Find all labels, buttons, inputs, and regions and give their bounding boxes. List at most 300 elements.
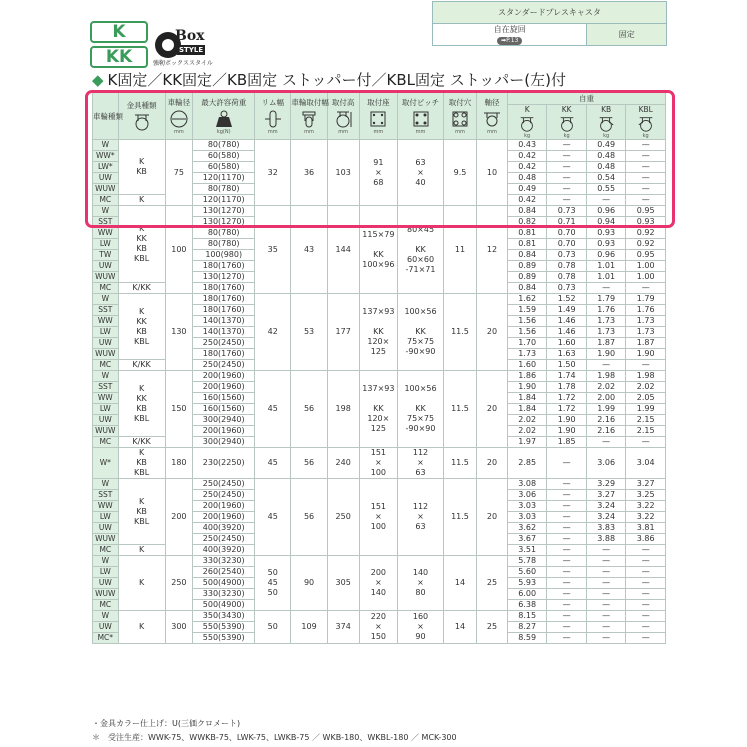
max-load: 200(1960): [193, 501, 255, 512]
max-load: 60(580): [193, 151, 255, 162]
weight-k: 2.02: [507, 426, 546, 437]
weight-kb: —: [586, 360, 625, 371]
max-load: 260(2540): [193, 567, 255, 578]
row-code: TW: [93, 250, 119, 261]
weight-kk: —: [547, 633, 586, 644]
weight-kk: —: [547, 611, 586, 622]
weight-k: 1.60: [507, 360, 546, 371]
spec-off: 25: [477, 611, 508, 644]
weight-kb: 1.79: [586, 294, 625, 305]
max-load: 130(1270): [193, 206, 255, 217]
max-load: 330(3230): [193, 589, 255, 600]
weight-kbl: 1.90: [626, 349, 666, 360]
max-load: 550(5390): [193, 633, 255, 644]
weight-kb: 0.55: [586, 184, 625, 195]
spec-h: 177: [327, 294, 359, 371]
row-code: WW: [93, 501, 119, 512]
weight-kk: 0.73: [547, 206, 586, 217]
table-row: [93, 140, 666, 151]
col-code: 車輪種類: [93, 93, 119, 140]
col-wheel-width: 車輪取付幅 mm: [291, 93, 327, 140]
weight-kb: —: [586, 556, 625, 567]
bracket-icon: [132, 112, 152, 132]
weight-k: 8.15: [507, 611, 546, 622]
weight-kb: 0.48: [586, 151, 625, 162]
max-load: 350(3430): [193, 611, 255, 622]
spec-plate: 220 × 150: [359, 611, 397, 644]
weight-kb: 0.93: [586, 239, 625, 250]
weight-k: 1.73: [507, 349, 546, 360]
weight-k: 0.82: [507, 217, 546, 228]
weight-kbl: —: [626, 600, 666, 611]
weight-kbl: —: [626, 360, 666, 371]
wheel-width-icon: [299, 109, 319, 129]
weight-kb: 1.73: [586, 327, 625, 338]
diamond-icon: ◆: [92, 71, 104, 89]
row-code: W: [93, 371, 119, 382]
weight-kbl: 2.02: [626, 382, 666, 393]
weight-k: 0.84: [507, 283, 546, 294]
bracket-type: K KK KB KBL: [118, 371, 165, 437]
weight-k: 1.84: [507, 393, 546, 404]
row-code: WUW: [93, 184, 119, 195]
row-code: MC: [93, 600, 119, 611]
weight-kb: —: [586, 578, 625, 589]
spec-h: 144: [327, 206, 359, 294]
max-load: 200(1960): [193, 371, 255, 382]
weight-kbl: 3.22: [626, 501, 666, 512]
table-row: [93, 206, 666, 217]
weight-kk: 1.72: [547, 393, 586, 404]
logo-caption: 強靭ボックススタイル: [153, 60, 213, 67]
weight-k: 8.27: [507, 622, 546, 633]
weight-kb: 1.73: [586, 316, 625, 327]
weight-k: 1.56: [507, 316, 546, 327]
weight-kb: 0.96: [586, 206, 625, 217]
bracket-type-mc: K/KK: [118, 437, 165, 448]
row-code: WUW: [93, 534, 119, 545]
weight-kk: 1.46: [547, 327, 586, 338]
max-load: 200(1960): [193, 512, 255, 523]
bracket-type-mc: K/KK: [118, 360, 165, 371]
weight-kb: 1.87: [586, 338, 625, 349]
max-load: 250(2450): [193, 360, 255, 371]
badge-kk: KK: [90, 46, 148, 68]
weight-kb: —: [586, 611, 625, 622]
weight-kbl: —: [626, 589, 666, 600]
weight-k: 0.48: [507, 173, 546, 184]
weight-kb: —: [586, 283, 625, 294]
weight-kbl: —: [626, 611, 666, 622]
page-ref-link[interactable]: ➡P.13: [497, 37, 522, 45]
spec-plate: 137×93 KK 120× 125: [359, 371, 397, 448]
max-load: 180(1760): [193, 294, 255, 305]
weight-k: 0.89: [507, 261, 546, 272]
weight-kk: 1.72: [547, 404, 586, 415]
bracket-type: K KB: [118, 140, 165, 195]
rim-width-icon: [263, 109, 283, 129]
row-code: MC: [93, 195, 119, 206]
weight-kk: 0.78: [547, 261, 586, 272]
row-code: UW: [93, 261, 119, 272]
header-fixed: 固定: [587, 24, 667, 46]
weight-kbl: 1.73: [626, 327, 666, 338]
col-weight-kbl: KBL kg: [626, 105, 666, 140]
wheel-dia: 300: [165, 611, 193, 644]
spec-rim: 32: [255, 140, 291, 206]
col-weight-k: K kg: [507, 105, 546, 140]
caster-kb-icon: [597, 115, 615, 133]
weight-kk: —: [547, 534, 586, 545]
box-style-logo: [153, 22, 219, 66]
caster-kbl-icon: [637, 115, 655, 133]
weight-kb: 0.54: [586, 173, 625, 184]
weight-kbl: 3.86: [626, 534, 666, 545]
weight-kbl: 1.98: [626, 371, 666, 382]
spec-h: 374: [327, 611, 359, 644]
weight-kbl: —: [626, 437, 666, 448]
weight-kbl: 2.05: [626, 393, 666, 404]
row-code: LW: [93, 567, 119, 578]
weight-kk: —: [547, 448, 586, 479]
weight-kk: —: [547, 600, 586, 611]
weight-kbl: 3.04: [626, 448, 666, 479]
weight-k: 1.90: [507, 382, 546, 393]
height-icon: [333, 109, 353, 129]
col-weight-kb: KB kg: [586, 105, 625, 140]
weight-kb: 1.01: [586, 261, 625, 272]
weight-kk: 1.90: [547, 415, 586, 426]
max-load: 130(1270): [193, 217, 255, 228]
table-row: [93, 611, 666, 622]
row-code: SST: [93, 305, 119, 316]
weight-k: 3.06: [507, 490, 546, 501]
row-code: MC: [93, 360, 119, 371]
max-load: 230(2250): [193, 448, 255, 479]
max-load: 180(1760): [193, 261, 255, 272]
spec-hole: 9.5: [443, 140, 476, 206]
spec-rim: 35: [255, 206, 291, 294]
weight-kk: —: [547, 589, 586, 600]
weight-k: 0.84: [507, 206, 546, 217]
weight-k: 2.85: [507, 448, 546, 479]
wheel-dia: 180: [165, 448, 193, 479]
weight-kk: 1.49: [547, 305, 586, 316]
spec-ww: 109: [291, 611, 327, 644]
weight-kk: —: [547, 195, 586, 206]
col-bracket: 金具種類: [118, 93, 165, 140]
weight-kb: 1.76: [586, 305, 625, 316]
spec-off: 25: [477, 556, 508, 611]
badge-k: K: [90, 21, 148, 43]
bracket-type: K: [118, 611, 165, 644]
weight-k: 5.93: [507, 578, 546, 589]
col-weight: 自重: [507, 93, 665, 105]
weight-kk: —: [547, 556, 586, 567]
header-title: スタンダードプレスキャスタ: [433, 2, 667, 24]
weight-kbl: 0.92: [626, 228, 666, 239]
bracket-type: K: [118, 556, 165, 611]
row-code: SST: [93, 490, 119, 501]
max-load: 180(1760): [193, 305, 255, 316]
footnote-order: ＊ 受注生産：WWK-75、WWKB-75、LWK-75、LWKB-75 ／ WKB-180、WKBL-180 ／ MCK-300: [92, 733, 457, 742]
row-code: LW: [93, 512, 119, 523]
weight-k: 0.81: [507, 228, 546, 239]
spec-h: 240: [327, 448, 359, 479]
weight-kbl: 1.87: [626, 338, 666, 349]
weight-kk: —: [547, 490, 586, 501]
weight-kbl: 3.27: [626, 479, 666, 490]
col-weight-kk: KK kg: [547, 105, 586, 140]
spec-rim: 45: [255, 479, 291, 556]
row-code: W*: [93, 448, 119, 479]
weight-kk: 1.63: [547, 349, 586, 360]
weight-icon: [214, 109, 234, 129]
weight-kbl: —: [626, 184, 666, 195]
weight-kb: 2.00: [586, 393, 625, 404]
row-code: WW*: [93, 151, 119, 162]
row-code: UW: [93, 622, 119, 633]
logo-style: STYLE: [179, 46, 204, 54]
spec-pitch: 100×56 KK 75×75 -90×90: [398, 294, 444, 371]
spec-ww: 53: [291, 294, 327, 371]
weight-kbl: 0.95: [626, 206, 666, 217]
spec-hole: 11.5: [443, 294, 476, 371]
bracket-type: K KB KBL: [118, 479, 165, 545]
weight-k: 1.56: [507, 327, 546, 338]
row-code: WUW: [93, 349, 119, 360]
row-code: WW: [93, 228, 119, 239]
wheel-dia: 150: [165, 371, 193, 448]
weight-k: 0.42: [507, 162, 546, 173]
weight-kb: 0.93: [586, 228, 625, 239]
weight-kk: —: [547, 151, 586, 162]
max-load: 200(1960): [193, 426, 255, 437]
weight-k: 0.89: [507, 272, 546, 283]
weight-kb: 2.02: [586, 382, 625, 393]
weight-kk: 0.73: [547, 283, 586, 294]
spec-pitch: 112 × 63: [398, 479, 444, 556]
table-row: [93, 448, 666, 479]
weight-kbl: 1.99: [626, 404, 666, 415]
row-code: LW*: [93, 162, 119, 173]
max-load: 200(1960): [193, 382, 255, 393]
weight-k: 0.42: [507, 151, 546, 162]
weight-kbl: 1.76: [626, 305, 666, 316]
weight-kbl: —: [626, 140, 666, 151]
row-code: WW: [93, 393, 119, 404]
weight-kbl: —: [626, 567, 666, 578]
weight-kb: 2.16: [586, 415, 625, 426]
table-row: [93, 479, 666, 490]
weight-kb: 1.90: [586, 349, 625, 360]
weight-k: 1.97: [507, 437, 546, 448]
weight-kb: —: [586, 567, 625, 578]
table-row: [93, 371, 666, 382]
col-height: 取付高 mm: [327, 93, 359, 140]
max-load: 300(2940): [193, 415, 255, 426]
spec-plate: 91 × 68: [359, 140, 397, 206]
spec-rim: 50 45 50: [255, 556, 291, 611]
row-code: W: [93, 556, 119, 567]
max-load: 80(780): [193, 228, 255, 239]
spec-plate: 151 × 100: [359, 479, 397, 556]
weight-kk: —: [547, 622, 586, 633]
weight-kk: 0.70: [547, 239, 586, 250]
spec-h: 250: [327, 479, 359, 556]
col-plate: 取付座 mm: [359, 93, 397, 140]
row-code: UW: [93, 523, 119, 534]
header-swivel: 自在旋回 ➡P.13: [433, 24, 587, 46]
max-load: 550(5390): [193, 622, 255, 633]
spec-ww: 56: [291, 479, 327, 556]
weight-kbl: —: [626, 633, 666, 644]
weight-kk: —: [547, 184, 586, 195]
weight-kk: —: [547, 162, 586, 173]
weight-kbl: —: [626, 151, 666, 162]
table-row: [93, 294, 666, 305]
weight-k: 1.70: [507, 338, 546, 349]
weight-k: 1.62: [507, 294, 546, 305]
weight-kb: 0.96: [586, 250, 625, 261]
weight-kk: 1.85: [547, 437, 586, 448]
weight-kb: —: [586, 195, 625, 206]
weight-k: 0.43: [507, 140, 546, 151]
bracket-type: K KB KBL: [118, 448, 165, 479]
weight-k: 0.42: [507, 195, 546, 206]
weight-kbl: —: [626, 283, 666, 294]
weight-kk: —: [547, 567, 586, 578]
max-load: 300(2940): [193, 437, 255, 448]
weight-kbl: 0.93: [626, 217, 666, 228]
weight-kk: 0.73: [547, 250, 586, 261]
bracket-type-mc: K: [118, 545, 165, 556]
row-code: WW: [93, 316, 119, 327]
spec-table: [92, 92, 666, 644]
spec-pitch: 100×56 KK 75×75 -90×90: [398, 371, 444, 448]
bracket-type-mc: K: [118, 195, 165, 206]
weight-k: 8.59: [507, 633, 546, 644]
weight-kbl: —: [626, 622, 666, 633]
wheel-dia: 100: [165, 206, 193, 294]
max-load: 160(1560): [193, 393, 255, 404]
spec-plate: 200 × 140: [359, 556, 397, 611]
header-table: [432, 1, 667, 46]
max-load: 180(1760): [193, 349, 255, 360]
max-load: 500(4900): [193, 578, 255, 589]
weight-k: 2.02: [507, 415, 546, 426]
max-load: 500(4900): [193, 600, 255, 611]
max-load: 400(3920): [193, 523, 255, 534]
spec-hole: 14: [443, 556, 476, 611]
row-code: W: [93, 140, 119, 151]
spec-ww: 56: [291, 371, 327, 448]
weight-kb: 0.48: [586, 162, 625, 173]
weight-kb: 3.83: [586, 523, 625, 534]
weight-kb: —: [586, 437, 625, 448]
weight-kb: 1.99: [586, 404, 625, 415]
weight-kb: —: [586, 600, 625, 611]
wheel-dia: 200: [165, 479, 193, 556]
weight-k: 3.62: [507, 523, 546, 534]
weight-kbl: 3.22: [626, 512, 666, 523]
weight-kk: —: [547, 501, 586, 512]
max-load: 250(2450): [193, 479, 255, 490]
weight-kbl: 1.73: [626, 316, 666, 327]
col-rim: リム幅 mm: [255, 93, 291, 140]
weight-kk: 1.60: [547, 338, 586, 349]
weight-kb: 3.27: [586, 490, 625, 501]
col-wheel-dia: 車輪径 mm: [165, 93, 193, 140]
spec-off: 10: [477, 140, 508, 206]
weight-k: 3.67: [507, 534, 546, 545]
spec-ww: 56: [291, 448, 327, 479]
spec-off: 12: [477, 206, 508, 294]
spec-pitch: 140 × 80: [398, 556, 444, 611]
spec-ww: 90: [291, 556, 327, 611]
row-code: UW: [93, 415, 119, 426]
max-load: 60(580): [193, 162, 255, 173]
spec-ww: 36: [291, 140, 327, 206]
row-code: SST: [93, 382, 119, 393]
weight-kb: 3.88: [586, 534, 625, 545]
spec-pitch: 160 × 90: [398, 611, 444, 644]
weight-kbl: 3.81: [626, 523, 666, 534]
caster-k-icon: [518, 115, 536, 133]
spec-rim: 42: [255, 294, 291, 371]
spec-rim: 45: [255, 448, 291, 479]
row-code: MC*: [93, 633, 119, 644]
row-code: WUW: [93, 589, 119, 600]
weight-kk: 0.71: [547, 217, 586, 228]
weight-kbl: 2.15: [626, 426, 666, 437]
spec-plate: 151 × 100: [359, 448, 397, 479]
max-load: 250(2450): [193, 338, 255, 349]
weight-kbl: —: [626, 556, 666, 567]
pitch-icon: [411, 109, 431, 129]
weight-k: 1.84: [507, 404, 546, 415]
weight-k: 0.81: [507, 239, 546, 250]
weight-kbl: 3.25: [626, 490, 666, 501]
weight-kb: —: [586, 545, 625, 556]
footnote-finish: ・金具カラー仕上げ：U(三価クロメート): [92, 719, 241, 728]
axle-icon: [482, 109, 502, 129]
weight-k: 0.49: [507, 184, 546, 195]
weight-kbl: 1.79: [626, 294, 666, 305]
spec-rim: 50: [255, 611, 291, 644]
row-code: W: [93, 206, 119, 217]
max-load: 250(2450): [193, 490, 255, 501]
weight-k: 3.51: [507, 545, 546, 556]
spec-pitch: 80×45 KK 60×60 -71×71: [398, 206, 444, 294]
max-load: 130(1270): [193, 272, 255, 283]
max-load: 80(780): [193, 239, 255, 250]
weight-kbl: —: [626, 195, 666, 206]
max-load: 330(3230): [193, 556, 255, 567]
spec-h: 198: [327, 371, 359, 448]
weight-kbl: —: [626, 578, 666, 589]
row-code: MC: [93, 545, 119, 556]
weight-kk: 1.90: [547, 426, 586, 437]
spec-hole: 11: [443, 206, 476, 294]
row-code: MC: [93, 437, 119, 448]
weight-kb: 1.01: [586, 272, 625, 283]
col-load: 最大許容荷重 kg(N): [193, 93, 255, 140]
weight-kk: 1.52: [547, 294, 586, 305]
spec-h: 305: [327, 556, 359, 611]
weight-kk: —: [547, 578, 586, 589]
row-code: WUW: [93, 426, 119, 437]
